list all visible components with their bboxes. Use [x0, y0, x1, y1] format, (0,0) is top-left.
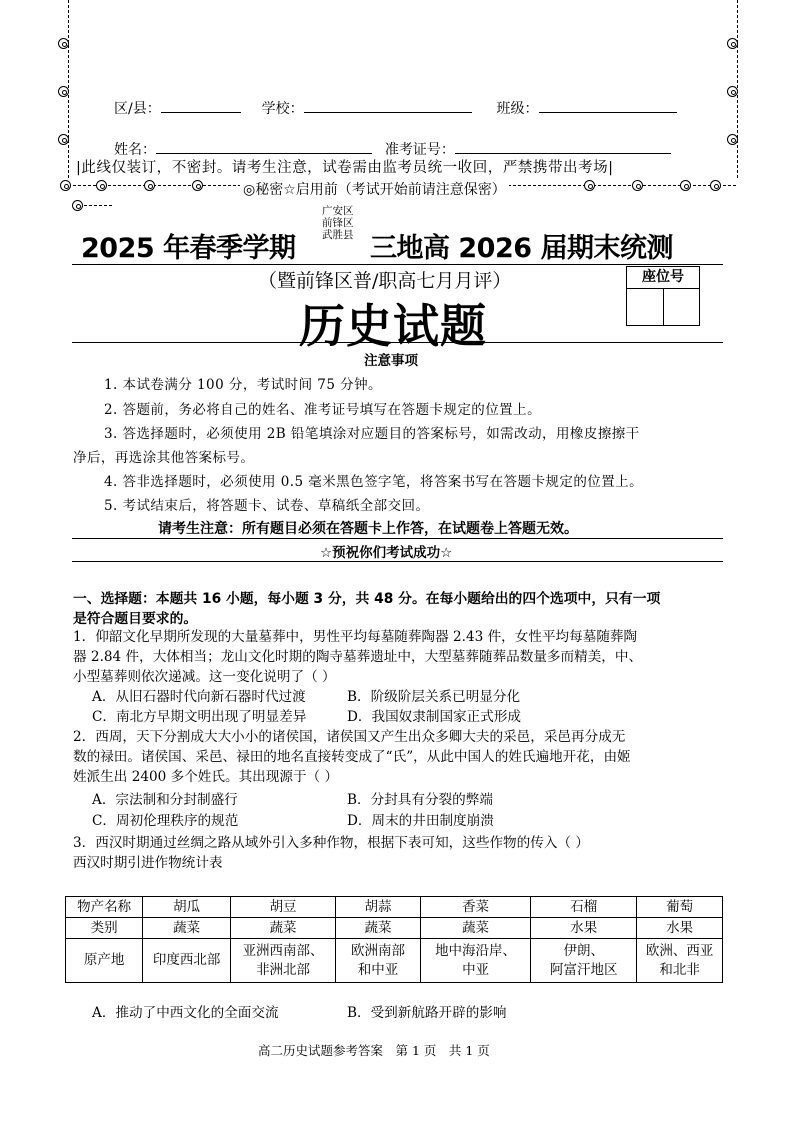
district-list	[322, 205, 354, 241]
table-row	[66, 897, 723, 918]
seal-ring-icon	[72, 200, 83, 211]
name-label: 姓名：	[114, 142, 156, 158]
seal-ring-icon	[680, 180, 691, 191]
table-cell: 胡蒜	[336, 897, 421, 918]
question-2-option-d[interactable]: D．周末的井田制度崩溃	[347, 813, 494, 829]
table-row-label: 原产地	[66, 939, 143, 983]
seal-ring-icon	[632, 180, 643, 191]
table-cell: 水果	[531, 918, 637, 939]
table-cell: 胡豆	[230, 897, 335, 918]
page-footer: 高二历史试题参考答案 第 1 页 共 1 页	[258, 1043, 490, 1058]
question-1-option-d[interactable]: D．我国奴隶制国家正式形成	[347, 709, 522, 725]
question-2-text: 数的禄田。诸侯国、采邑、禄田的地名直接转变成了“氏”，从此中国人的姓氏遍地开花，由姬	[73, 749, 631, 765]
note-item: 净后，再选涂其他答案标号。	[73, 450, 255, 466]
seat-number-label: 座位号	[627, 267, 699, 289]
table-cell: 蔬菜	[420, 918, 531, 939]
candidate-info-row-1	[114, 98, 677, 118]
binding-hole-icon	[727, 134, 738, 145]
note-item: 3. 答选择题时，必须使用 2B 铅笔填涂对应题目的答案标号，如需改动，用橡皮擦擦干	[104, 426, 640, 442]
district-field[interactable]	[161, 98, 241, 113]
question-3-option-b[interactable]: B．受到新航路开辟的影响	[347, 1005, 507, 1021]
note-item: 5. 考试结束后，将答题卡、试卷、草稿纸全部交回。	[104, 498, 430, 514]
question-1-option-a[interactable]: A．从旧石器时代向新石器时代过渡	[92, 689, 306, 705]
table-cell: 蔬菜	[230, 918, 335, 939]
table-cell: 葡萄	[637, 897, 723, 918]
notes-heading: 注意事项	[364, 353, 418, 369]
table-row-label: 物产名称	[66, 897, 143, 918]
question-2-text: 姓派生出 2400 多个姓氏。其出现源于（ ）	[73, 769, 339, 785]
district-label: 区/县：	[114, 101, 161, 117]
table-cell: 水果	[637, 918, 723, 939]
district-name: 前锋区	[322, 217, 354, 229]
subject-title: 历史试题	[299, 299, 487, 353]
binding-hole-icon	[727, 38, 738, 49]
table-cell: 地中海沿岸、 中亚	[420, 939, 531, 983]
question-3-option-a[interactable]: A．推动了中西文化的全面交流	[92, 1005, 279, 1021]
title-rule	[72, 264, 723, 265]
exam-title-right: 三地高 2026 届期末统测	[370, 233, 673, 264]
seal-ring-icon	[144, 180, 155, 191]
table-cell: 石榴	[531, 897, 637, 918]
table-cell: 欧洲南部 和中亚	[336, 939, 421, 983]
seat-number-box	[626, 266, 700, 326]
exam-subtitle: （暨前锋区普/职高七月月评）	[258, 270, 512, 292]
seal-ring-icon	[60, 180, 71, 191]
seal-ring-icon	[96, 180, 107, 191]
class-label: 班级：	[496, 101, 539, 117]
school-label: 学校：	[261, 101, 304, 117]
binding-hole-icon	[727, 86, 738, 97]
class-field[interactable]	[539, 98, 677, 113]
binding-hole-icon	[58, 134, 69, 145]
table-cell: 蔬菜	[143, 918, 231, 939]
seal-ring-icon	[192, 180, 203, 191]
name-field[interactable]	[156, 139, 372, 154]
question-2-option-c[interactable]: C．周初伦理秩序的规范	[92, 813, 239, 829]
binding-hole-icon	[58, 38, 69, 49]
table-row-label: 类别	[66, 918, 143, 939]
section-1-heading-cont: 是符合题目要求的。	[73, 611, 198, 627]
question-1-option-c[interactable]: C．南北方早期文明出现了明显差异	[92, 709, 307, 725]
title-bottom-rule	[72, 342, 723, 343]
table-cell: 蔬菜	[336, 918, 421, 939]
table-cell: 亚洲西南部、 非洲北部	[230, 939, 335, 983]
binding-hole-icon	[58, 86, 69, 97]
seal-ring-icon	[710, 180, 721, 191]
question-3-text: 3．西汉时期通过丝绸之路从域外引入多种作物，根据下表可知，这些作物的传入（ ）	[73, 835, 589, 851]
table-cell: 香菜	[420, 897, 531, 918]
table-cell: 欧洲、西亚 和北非	[637, 939, 723, 983]
notes-bottom-rule	[72, 538, 723, 539]
question-2-option-a[interactable]: A．宗法制和分封制盛行	[92, 792, 238, 808]
district-name: 武胜县	[322, 229, 354, 241]
section-1-heading: 一、选择题：本题共 16 小题，每小题 3 分，共 48 分。在每小题给出的四个选项中，只有一项	[73, 591, 661, 607]
question-1-option-b[interactable]: B．阶级阶层关系已明显分化	[347, 689, 521, 705]
table-cell: 印度西北部	[143, 939, 231, 983]
question-1-text: 1．仰韶文化早期所发现的大量墓葬中，男性平均每墓随葬陶器 2.43 件，女性平均每墓随葬陶	[73, 629, 638, 645]
table-cell: 伊朗、 阿富汗地区	[531, 939, 637, 983]
wish-rule	[72, 561, 723, 562]
seal-tail-line	[84, 205, 112, 206]
question-1-text: 器 2.84 件，大体相当；龙山文化时期的陶寺墓葬遗址中，大型墓葬随葬品数量多而精美，中、	[73, 649, 643, 665]
school-field[interactable]	[304, 98, 472, 113]
table-cell: 胡瓜	[143, 897, 231, 918]
answer-sheet-warning: 请考生注意：所有题目必须在答题卡上作答，在试题卷上答题无效。	[158, 521, 578, 537]
exam-number-field[interactable]	[455, 139, 671, 154]
imported-crops-table	[65, 896, 723, 983]
note-item: 2. 答题前，务必将自己的姓名、准考证号填写在答题卡规定的位置上。	[104, 402, 542, 418]
exam-number-label: 准考证号：	[384, 142, 455, 158]
table-row	[66, 939, 723, 983]
seat-number-cell-divider	[663, 289, 664, 325]
question-2-option-b[interactable]: B．分封具有分裂的弊端	[347, 792, 493, 808]
note-item: 1. 本试卷满分 100 分，考试时间 75 分钟。	[104, 377, 382, 393]
seal-ring-icon	[584, 180, 595, 191]
secret-notice: ◎秘密☆启用前（考试开始前请注意保密）	[240, 179, 509, 199]
exam-title-left: 2025 年春季学期	[81, 233, 296, 264]
seal-notice: |此线仅装订，不密封。请考生注意，试卷需由监考员统一收回，严禁携带出考场|	[76, 160, 614, 176]
question-2-text: 2．西周，天下分割成大大小小的诸侯国，诸侯国又产生出众多卿大夫的采邑，采邑再分成无	[73, 729, 626, 745]
district-name: 广安区	[322, 205, 354, 217]
note-item: 4. 答非选择题时，必须使用 0.5 毫米黑色签字笔，将答案书写在答题卡规定的位置上。	[104, 474, 644, 490]
good-luck-wish: ☆预祝你们考试成功☆	[320, 545, 453, 561]
table-row	[66, 918, 723, 939]
table-caption: 西汉时期引进作物统计表	[73, 855, 223, 871]
question-1-text: 小型墓葬则依次递减。这一变化说明了（ ）	[73, 669, 336, 685]
